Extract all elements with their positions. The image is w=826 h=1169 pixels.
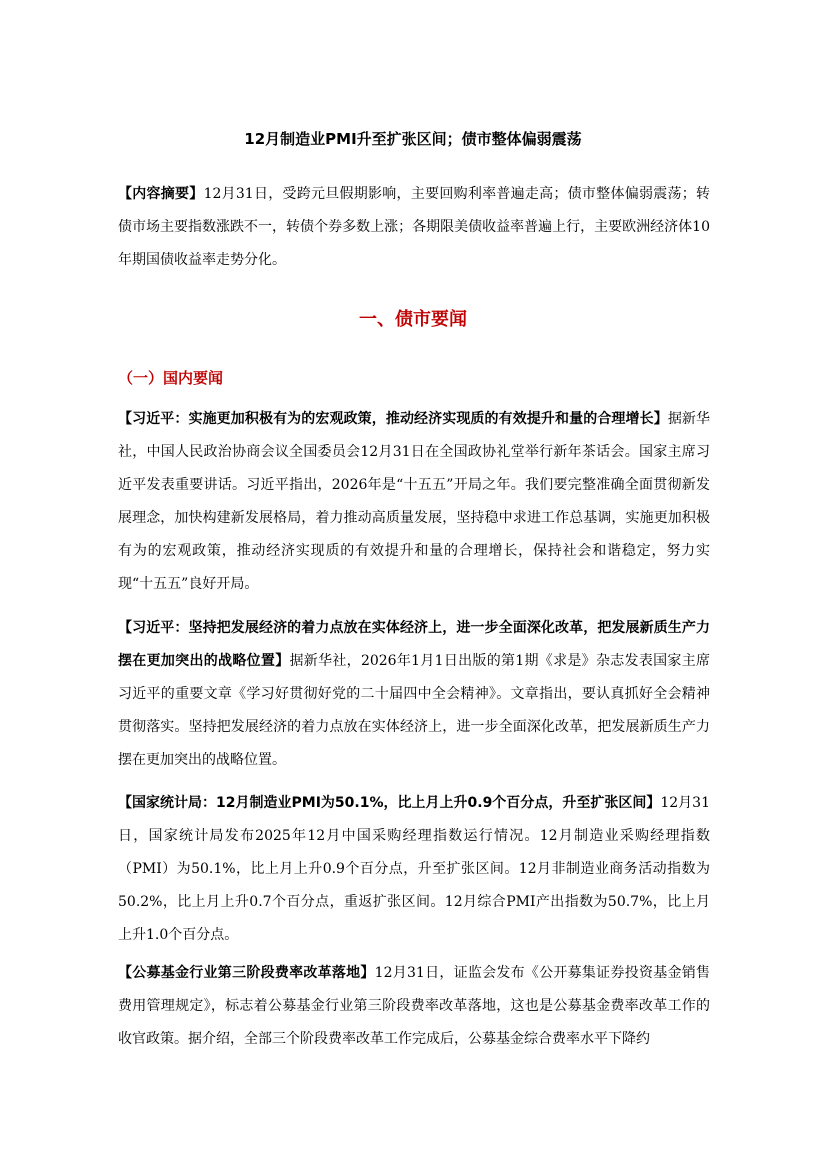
news-headline: 【公募基金行业第三阶段费率改革落地】 [118, 965, 375, 981]
news-item [118, 403, 710, 601]
section-heading: 一、债市要闻 [359, 309, 467, 330]
summary-label: 【内容摘要】 [118, 186, 204, 202]
news-item [118, 787, 710, 952]
summary-paragraph [118, 178, 710, 277]
news-headline: 【习近平：实施更加积极有为的宏观政策，推动经济实现质的有效提升和量的合理增长】 [118, 411, 668, 427]
news-body: 据新华社，中国人民政治协商会议全国委员会12月31日在全国政协礼堂举行新年茶话会。国家主席习近平发表重要讲话。习近平指出，2026年是“十五五”开局之年。我们要完整准确全面贯彻新发展理念，加快构建新发展格局，着力推动高质量发展，坚持稳中求进工作总基调，实施更加积极有为的宏观政策，推动经济实现质的有效提升和量的合理增长，保持社会和谐稳定，努力实现“十五五”良好开局。 [118, 411, 711, 592]
summary-text: 12月31日，受跨元旦假期影响，主要回购利率普遍走高；债市整体偏弱震荡；转债市场主要指数涨跌不一，转债个券多数上涨；各期限美债收益率普遍上行，主要欧洲经济体10年期国债收益率走势分化。 [118, 186, 710, 268]
news-item [118, 612, 710, 777]
news-headline: 【国家统计局：12月制造业PMI为50.1%，比上月上升0.9个百分点，升至扩张区间】 [118, 795, 661, 811]
document-title: 12月制造业PMI升至扩张区间；债市整体偏弱震荡 [244, 130, 582, 148]
news-headline: 【习近平：坚持把发展经济的着力点放在实体经济上，进一步全面深化改革，把发展新质生产力摆在更加突出的战略位置】 [118, 620, 710, 669]
news-item [118, 957, 710, 1056]
subsection-heading: （一）国内要闻 [118, 369, 224, 387]
news-body: 据新华社，2026年1月1日出版的第1期《求是》杂志发表国家主席习近平的重要文章《学习好贯彻好党的二十届四中全会精神》。文章指出，要认真抓好全会精神贯彻落实。坚持把发展经济的着力点放在实体经济上，进一步全面深化改革，把发展新质生产力摆在更加突出的战略位置。 [118, 653, 710, 768]
news-body: 12月31日，国家统计局发布2025年12月中国采购经理指数运行情况。12月制造业采购经理指数（PMI）为50.1%，比上月上升0.9个百分点，升至扩张区间。12月非制造业商务活动指数为50.2%，比上月上升0.7个百分点，重返扩张区间。12月综合PMI产出指数为50.7%，比上月上升1.0个百分点。 [118, 795, 710, 943]
news-body: 12月31日，证监会发布《公开募集证券投资基金销售费用管理规定》，标志着公募基金行业第三阶段费率改革落地，这也是公募基金费率改革工作的收官政策。据介绍，全部三个阶段费率改革工作完成后，公募基金综合费率水平下降约 [118, 965, 710, 1047]
